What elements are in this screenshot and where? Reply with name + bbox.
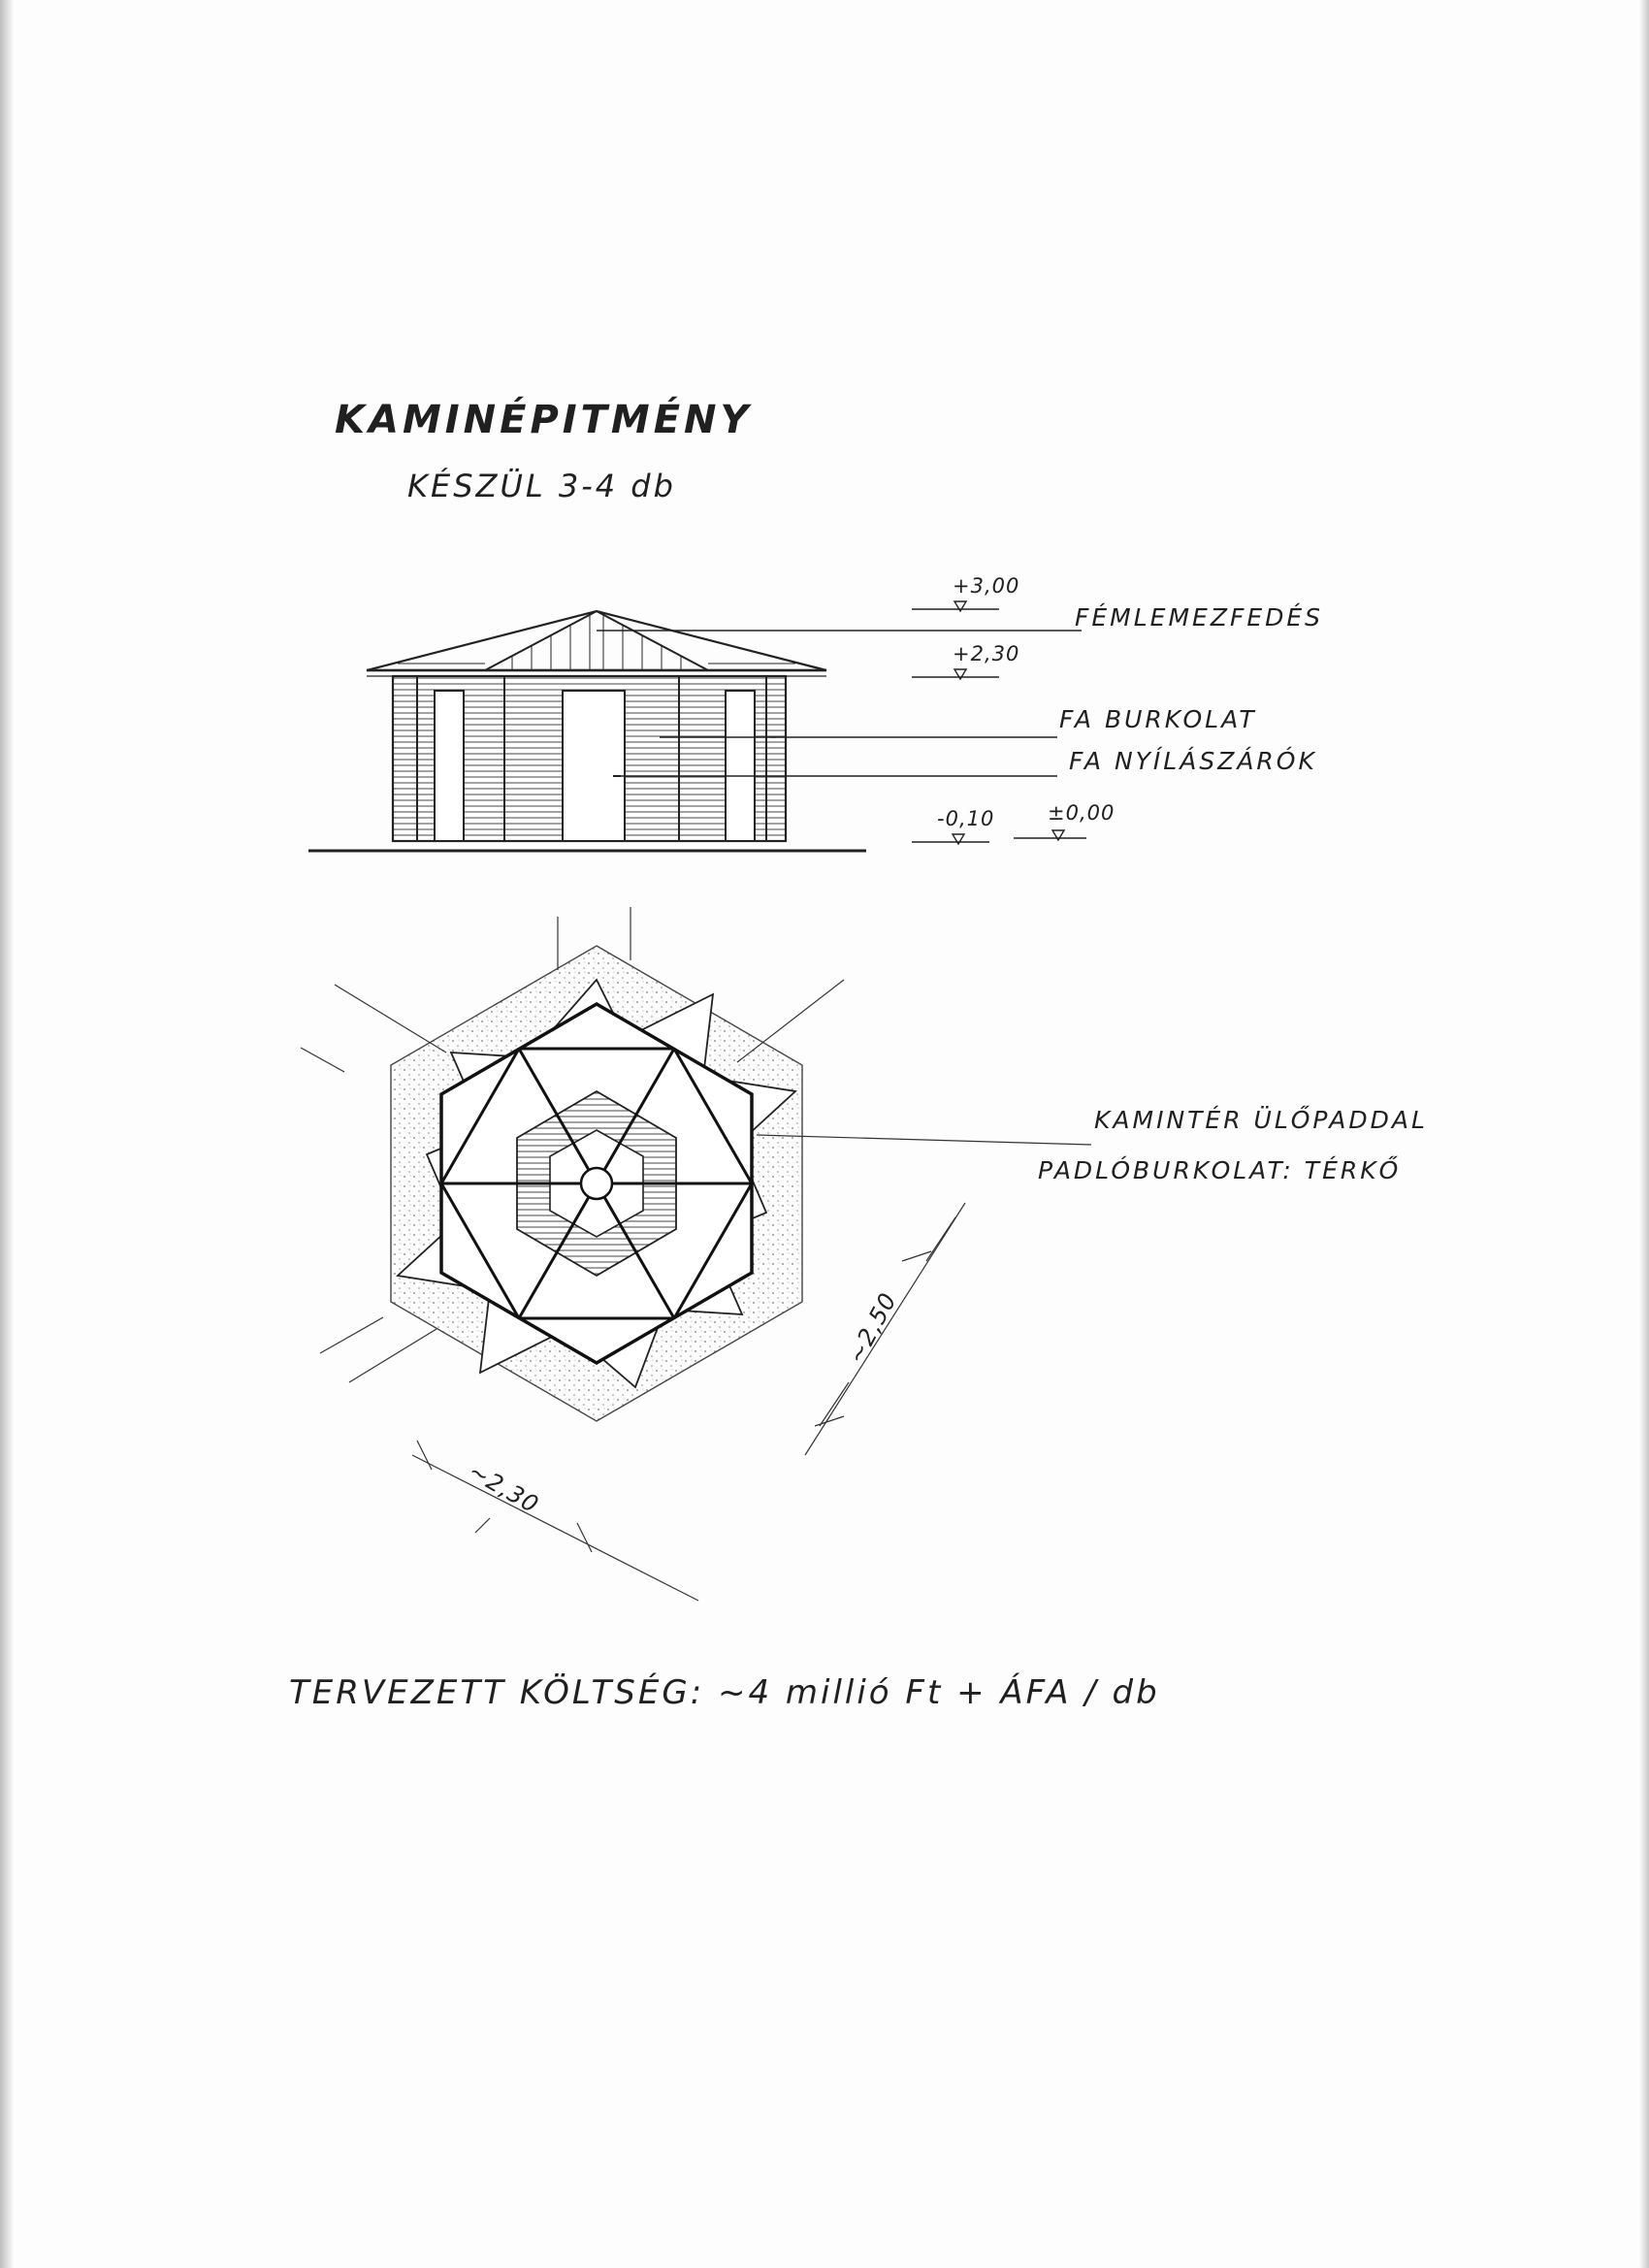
door	[563, 691, 625, 841]
drawing-subtitle: KÉSZÜL 3-4 db	[407, 468, 676, 504]
label-frames: FA NYÍLÁSZÁRÓK	[1069, 747, 1317, 775]
window-right	[726, 691, 755, 841]
label-cladding: FA BURKOLAT	[1059, 705, 1257, 733]
window-left	[435, 691, 464, 841]
level-eave: +2,30	[953, 642, 1020, 665]
dimension-width: ~2,30	[464, 1457, 544, 1519]
level-ground-right: ±0,00	[1048, 801, 1116, 825]
roof-seams	[398, 615, 795, 670]
level-roof-top: +3,00	[953, 574, 1020, 598]
label-floor: PADLÓBURKOLAT: TÉRKŐ	[1038, 1156, 1402, 1184]
plan-view	[391, 946, 802, 1421]
label-roof: FÉMLEMEZFEDÉS	[1075, 603, 1324, 632]
roof-gable	[485, 611, 708, 670]
dimension-side: ~2,50	[842, 1287, 903, 1369]
level-ground-left: -0,10	[937, 807, 995, 830]
label-room: KAMINTÉR ÜLŐPADDAL	[1094, 1106, 1428, 1134]
drawing-title: KAMINÉPITMÉNY	[335, 398, 753, 442]
fireplace-circle	[581, 1168, 612, 1199]
roof-outline	[367, 611, 826, 670]
cost-note: TERVEZETT KÖLTSÉG: ~4 millió Ft + ÁFA / db	[289, 1673, 1160, 1712]
dim-line-width	[412, 1455, 698, 1601]
